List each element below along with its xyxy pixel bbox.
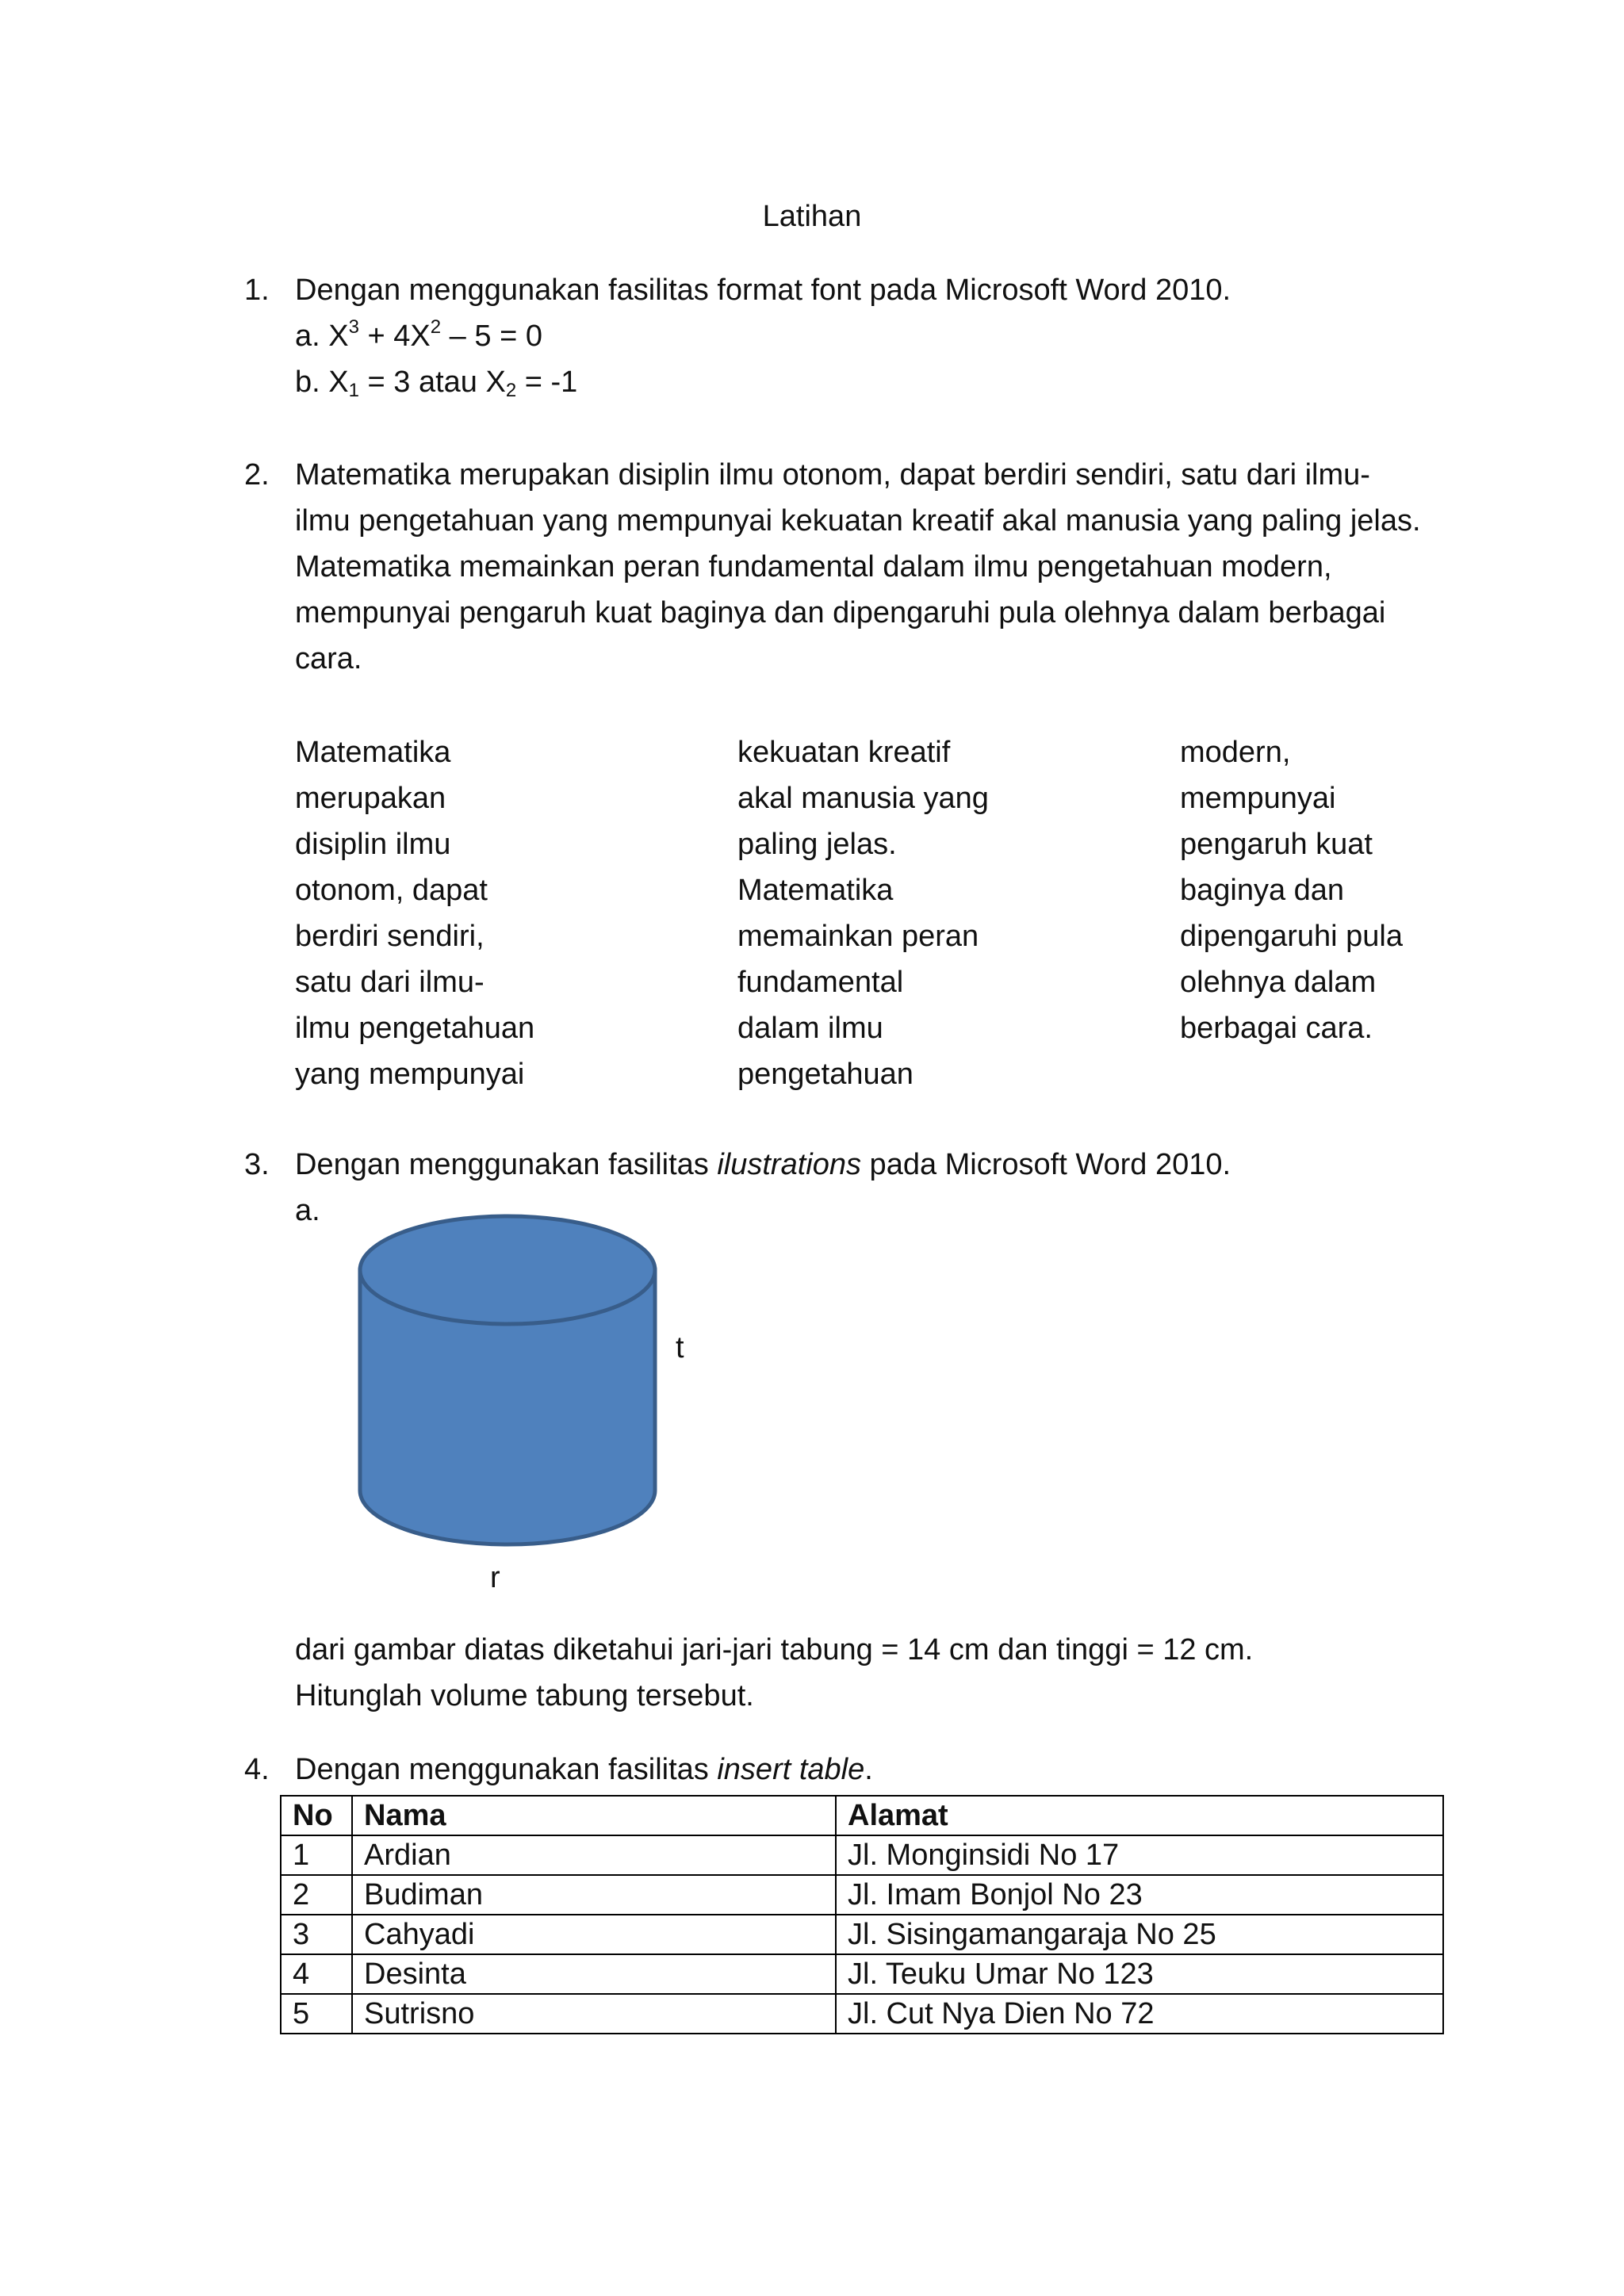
cell-no: 3 <box>281 1915 352 1954</box>
column-line: paling jelas. <box>737 828 897 861</box>
q2-line: Matematika memainkan peran fundamental dalam ilmu pengetahuan modern, <box>295 550 1332 584</box>
q1-text: Dengan menggunakan fasilitas format font pada Microsoft Word 2010. <box>295 274 1231 307</box>
cell-nama: Cahyadi <box>352 1915 836 1954</box>
cell-no: 2 <box>281 1875 352 1915</box>
column-line: pengetahuan <box>737 1058 914 1091</box>
q1-equation-b: b. $X_1 = 3$ atau $X_2 = -1$ <box>295 365 578 401</box>
q2-line: mempunyai pengaruh kuat baginya dan dipengaruhi pula olehnya dalam berbagai <box>295 596 1386 629</box>
column-line: otonom, dapat <box>295 874 488 907</box>
column-line: disiplin ilmu <box>295 828 451 861</box>
column-line: berbagai cara. <box>1180 1012 1373 1045</box>
cell-alamat: Jl. Sisingamangaraja No 25 <box>836 1915 1443 1954</box>
column-line: yang mempunyai <box>295 1058 525 1091</box>
column-line: kekuatan kreatif <box>737 736 951 769</box>
column-line: ilmu pengetahuan <box>295 1012 535 1045</box>
cell-alamat: Jl. Monginsidi No 17 <box>836 1835 1443 1875</box>
table-header-row <box>281 1796 1443 1835</box>
q2-line: ilmu pengetahuan yang mempunyai kekuatan kreatif akal manusia yang paling jelas. <box>295 504 1421 538</box>
column-line: Matematika <box>295 736 451 769</box>
column-line: baginya dan <box>1180 874 1345 907</box>
column-line: modern, <box>1180 736 1291 769</box>
column-line: satu dari ilmu- <box>295 966 485 999</box>
q4-number: 4. <box>244 1753 270 1786</box>
column-line: Matematika <box>737 874 894 907</box>
cell-nama: Budiman <box>352 1875 836 1915</box>
cell-no: 1 <box>281 1835 352 1875</box>
column-line: olehnya dalam <box>1180 966 1377 999</box>
page-title: Latihan <box>762 200 862 233</box>
q3-text: Dengan menggunakan fasilitas ilustrations pada Microsoft Word 2010. <box>295 1148 1231 1181</box>
header-alamat: Alamat <box>836 1796 1443 1835</box>
column-line: pengaruh kuat <box>1180 828 1373 861</box>
q2-line: cara. <box>295 642 362 675</box>
column-line: mempunyai <box>1180 782 1336 815</box>
column-line: berdiri sendiri, <box>295 920 485 953</box>
cell-nama: Desinta <box>352 1954 836 1994</box>
table-row <box>281 1915 1443 1954</box>
cell-nama: Sutrisno <box>352 1994 836 2034</box>
cell-alamat: Jl. Imam Bonjol No 23 <box>836 1875 1443 1915</box>
cell-nama: Ardian <box>352 1835 836 1875</box>
q3-sub-label: a. <box>295 1194 320 1227</box>
q3-number: 3. <box>244 1148 270 1181</box>
q2-column-1 <box>295 729 707 1097</box>
q1-equation-a: a. $X^3 + 4X^2 - 5 = 0$ <box>295 316 542 353</box>
cylinder-top <box>360 1216 655 1324</box>
cell-alamat: Jl. Teuku Umar No 123 <box>836 1954 1443 1994</box>
column-line: akal manusia yang <box>737 782 989 815</box>
q3-description: Hitunglah volume tabung tersebut. <box>295 1679 754 1712</box>
header-nama: Nama <box>352 1796 836 1835</box>
q4-text: Dengan menggunakan fasilitas insert table. <box>295 1753 873 1786</box>
radius-label: r <box>490 1561 500 1594</box>
column-line: memainkan peran <box>737 920 979 953</box>
q3-description: dari gambar diatas diketahui jari-jari tabung = 14 cm dan tinggi = 12 cm. <box>295 1633 1254 1667</box>
table-row <box>281 1835 1443 1875</box>
cell-alamat: Jl. Cut Nya Dien No 72 <box>836 1994 1443 2034</box>
height-label: t <box>676 1331 684 1364</box>
column-line: fundamental <box>737 966 904 999</box>
cell-no: 5 <box>281 1994 352 2034</box>
column-line: dipengaruhi pula <box>1180 920 1404 953</box>
column-line: merupakan <box>295 782 446 815</box>
cell-no: 4 <box>281 1954 352 1994</box>
q2-number: 2. <box>244 458 270 492</box>
q2-line: Matematika merupakan disiplin ilmu otonom, dapat berdiri sendiri, satu dari ilmu- <box>295 458 1370 492</box>
q2-column-3 <box>1180 729 1592 1051</box>
table-row <box>281 1875 1443 1915</box>
q1-number: 1. <box>244 274 270 307</box>
table-row <box>281 1994 1443 2034</box>
header-no: No <box>281 1796 352 1835</box>
address-table <box>280 1795 1444 2034</box>
cylinder-body <box>360 1270 655 1544</box>
q2-column-2 <box>737 729 1150 1097</box>
table-row <box>281 1954 1443 1994</box>
column-line: dalam ilmu <box>737 1012 883 1045</box>
